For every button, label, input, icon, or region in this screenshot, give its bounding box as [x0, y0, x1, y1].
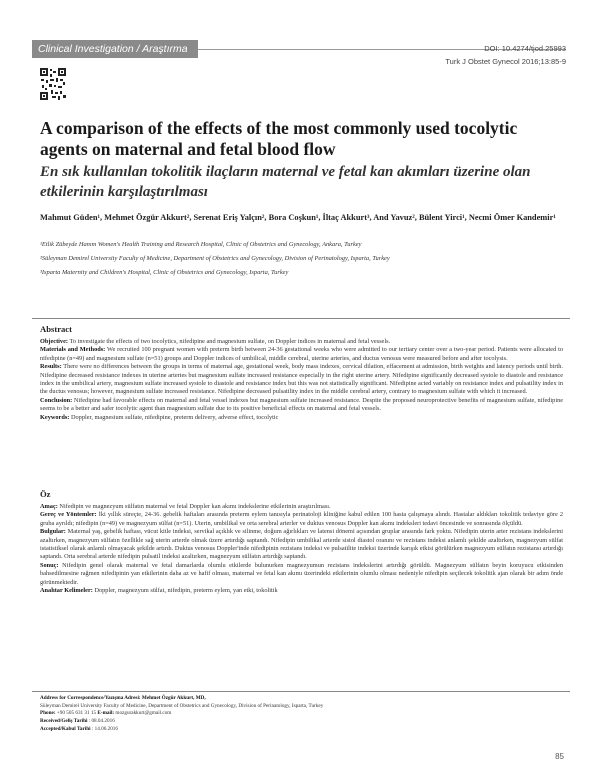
bulgular-text: Maternal yaş, gebelik haftası, vücut kitle indeksi, servikal açıklık ve silinme, doğum ağırlıkları ve latensi dönemi açısından gruplar arasında fark yoktu. Nifedipin uterin arter rezistans indekslerini azaltırken, magnezyum sülfatın özellikle sağ uterin arterde olmak üzere artırdığı saptandı. Nifedipin umbilikal arterde sistol diastol oranını ve rezistans indeksi anlamlı şekilde azaltırken, magnezyum sülfat istatistiksel olarak anlamlı olmayacak şekilde artırdı. Duktus venosus Doppler'inde nifedipinin rezistans indeksi ve pulsatilite indeksi üzerinde karışık etkisi görülürken magnezyum sülfatın rezistansı artırdığı saptandı. Orta serebral arterde nifedipin pulsatil indeksi azaltırken, magnezyum sülfatın artırdığı saptandı.: [40, 528, 564, 561]
conclusion-text: Nifedipine had favorable effects on maternal and fetal vessel indexes but magnesium sulfate increased resistance. Despite the proposed neuroprotective benefits of magnesium sulfate, nifedipine seems to be a better and safer tocolytic agent than magnesium sulfate due to its positive beneficial effects on maternal and fetal vessels.: [40, 396, 564, 413]
article-subtitle-turkish: En sık kullanılan tokolitik ilaçların maternal ve fetal kan akımları üzerine olan etkilerinin karşılaştırılması: [40, 164, 531, 200]
address-line: Süleyman Demirel University Faculty of Medicine, Department of Obstetrics and Gynecology, Division of Perinatology, Isparta, Turkey: [40, 702, 324, 709]
bulgular-label: Bulgular:: [40, 528, 66, 536]
doi[interactable]: DOI: 10.4274/tjod.25993: [484, 44, 566, 53]
journal-citation: Turk J Obstet Gynecol 2016;13:85-9: [445, 57, 566, 66]
objective-text: To investigate the effects of two tocolytics, nifedipine and magnesium sulfate, on Doppler indices in maternal and fetal vessels.: [69, 338, 391, 345]
conclusion-label: Conclusion:: [40, 396, 73, 404]
phone-value: +90 505 631 31 15: [56, 710, 97, 717]
received-date: : 08.04.2016: [88, 718, 115, 725]
affiliation-3: ³Isparta Maternity and Children's Hospital, Clinic of Obstetrics and Gynecology, Isparta, Turkey: [40, 269, 289, 276]
keywords-label: Keywords:: [40, 413, 70, 421]
affiliation-1: ¹Etlik Zübeyde Hanım Women's Health Training and Research Hospital, Clinic of Obstetrics and Gynecology, Ankara, Turkey: [40, 241, 362, 248]
affiliation-2: ²Süleyman Demirel University Faculty of Medicine, Department of Obstetrics and Gynecology, Division of Perinatology, Isparta, Turkey: [40, 255, 390, 262]
yontem-text: İki yıllık süreçte, 24-36. gebelik haftaları arasında preterm eylem tanısıyla perinatoloji kliniğine kabul edilen 100 hasta çalışmaya alındı. Hastalar aldıkları tokolitik tedaviye göre 2 gruba ayrıldı; nifedipin (n=49) ve magnezyum sülfat (n=51). Uterin, umbilikal ve orta serebral arterler ve duktus venosus Doppler kan akımı indeksleri tedavi öncesinde ve sonrasında ölçüldü.: [40, 511, 564, 527]
oz-body: [40, 503, 563, 595]
correspondence-rule: [32, 691, 570, 692]
amac-label: Amaç:: [40, 503, 58, 510]
email-label: E-mail:: [97, 710, 115, 717]
abstract-heading: Abstract: [40, 324, 72, 334]
email-link[interactable]: mozgurakkurt@gmail.com: [115, 710, 172, 717]
objective-label: Objective:: [40, 338, 68, 345]
section-banner: Clinical Investigation / Araştırma: [32, 40, 198, 58]
article-title: A comparison of the effects of the most commonly used tocolytic agents on maternal and fetal blood flow: [40, 118, 518, 159]
yontem-label: Gereç ve Yöntemler:: [40, 511, 97, 519]
received-label: Received/Geliş Tarihi: [40, 718, 88, 725]
page-number: 85: [555, 752, 564, 761]
amac-text: Nifedipin ve magnezyum sülfatın maternal ve fetal Doppler kan akımı indekslerine etkilerinin araştırılması.: [59, 503, 331, 510]
results-label: Results:: [40, 363, 62, 371]
accepted-label: Accepted/Kabul Tarihi: [40, 725, 91, 732]
oz-heading: Öz: [40, 489, 51, 499]
author-list: Mahmut Güden¹, Mehmet Özgür Akkurt², Serenat Eriş Yalçın², Bora Coşkun¹, İltaç Akkurt³, And Yavuz², Bülent Yirci¹, Necmi Ömer Kandemir¹: [40, 213, 556, 222]
methods-text: We recruited 100 pregnant women with preterm birth between 24-36 gestational weeks who were admitted to our tertiary center over a two-year period. Patients were allocated to nifedipine (n=49) and magnesium sulfate (n=51) groups and Doppler indices of umbilical, middle cerebral, uterine arteries, and ductus venosus were measured before and after tocolysis.: [40, 346, 563, 362]
accepted-date: : 14.06.2016: [91, 725, 118, 732]
oz-keywords-text: Doppler, magnezyum sülfat, nifedipin, preterm eylem, yan etki, tokolitik: [94, 587, 278, 595]
phone-label: Phone:: [40, 710, 56, 717]
qr-code-icon: [40, 68, 66, 100]
address-name: Mehmet Özgür Akkurt, MD,: [141, 695, 206, 701]
abstract-body: [40, 338, 563, 422]
keywords-text: Doppler, magnesium sulfate, nifedipine, preterm delivery, adverse effect, tocolytic: [70, 413, 279, 421]
oz-keywords-label: Anahtar Kelimeler:: [40, 587, 93, 595]
sonuc-text: Nifedipin genel olarak maternal ve fetal damarlarda olumlu etkilerde bulunurken magnezyumun rezistans indekslerini artırdığı görüldü. Magnezyum sülfatın beyin koruyucu etkisinden bahsedilmesine rağmen nifedipinin yan etkilerinin daha az ve hafif olması, maternal ve fetal kan akımı üzerindeki etkilerinin olumlu olması nedeniyle nifedipin seçilecek tokolitik ajan olarak bir adım önde görünmektedir.: [40, 561, 563, 586]
methods-label: Materials and Methods:: [40, 346, 106, 354]
address-label: Address for Correspondence/Yazışma Adresi:: [40, 695, 141, 701]
abstract-top-rule: [32, 318, 570, 319]
results-text: There were no differences between the groups in terms of maternal age, gestational week, body mass indexes, cervical dilation, effacement at admission, birth weights and latency periods until birth. Nifedipine decreased resistance indexes in uterine arteries but magnesium sulfate increased resistance especially in the right uterine artery. Nifedipine significantly decreased systole to diastole and resistance index in the umbilical artery, magnesium sulfate increased systole to diastole and resistance index but this was not statistically significant. Nifedipine acted variably on resistance index and pulsatility index in the ductus venosus; however, magnesium sulfate increased resistance. Nifedipine decreased pulsatility index in the middle cerebral artery, contrary to magnesium sulfate with which it increased.: [40, 363, 564, 396]
correspondence-block: [40, 695, 560, 734]
sonuc-label: Sonuç:: [40, 561, 59, 569]
